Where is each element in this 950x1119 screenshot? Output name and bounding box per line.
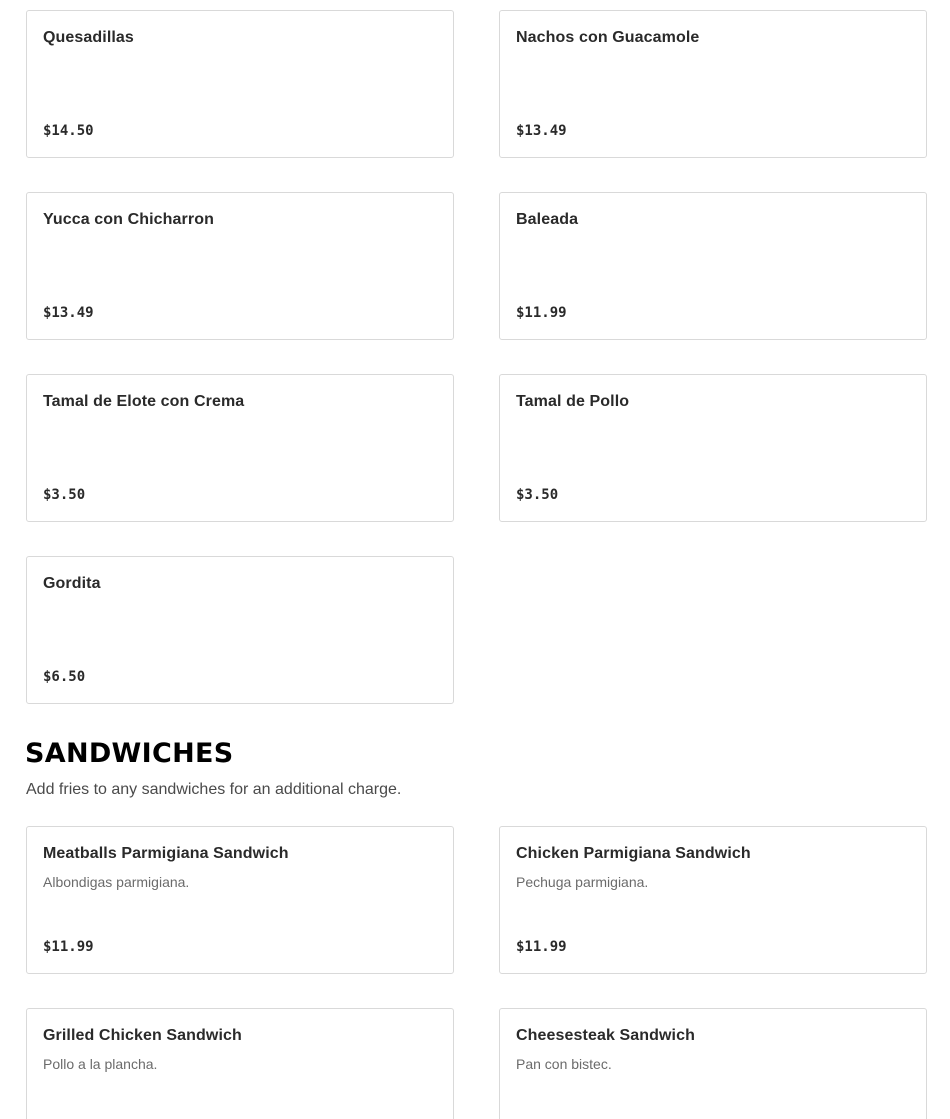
menu-item-name: Tamal de Elote con Crema [43,393,245,410]
menu-item-card-cheesesteak-sandwich[interactable] [499,1008,927,1119]
menu-item-card-gordita[interactable] [26,556,454,704]
menu-item-card-baleada[interactable] [499,192,927,340]
menu-item-price: $3.50 [43,487,86,503]
menu-item-price: $11.99 [43,939,94,955]
menu-item-card-chicken-parmigiana-sandwich[interactable] [499,826,927,974]
menu-item-card-grilled-chicken-sandwich[interactable] [26,1008,454,1119]
menu-item-description: Pechuga parmigiana. [516,874,649,890]
menu-item-description: Pan con bistec. [516,1056,612,1072]
menu-item-price: $14.50 [43,123,94,139]
menu-item-price: $11.99 [516,939,567,955]
menu-item-name: Tamal de Pollo [516,393,630,410]
menu-item-name: Baleada [516,211,579,228]
menu-item-description: Albondigas parmigiana. [43,874,190,890]
menu-item-price: $13.49 [516,123,567,139]
menu-item-name: Gordita [43,575,101,592]
section-description: Add fries to any sandwiches for an additional charge. [26,781,402,798]
section-title-sandwiches: SANDWICHES [25,738,234,769]
menu-item-card-quesadillas[interactable] [26,10,454,158]
menu-item-price: $3.50 [516,487,559,503]
menu-item-name: Chicken Parmigiana Sandwich [516,845,751,862]
menu-item-price: $11.99 [516,305,567,321]
menu-item-price: $6.50 [43,669,86,685]
menu-item-name: Cheesesteak Sandwich [516,1027,695,1044]
menu-item-card-tamal-de-elote-con-crema[interactable] [26,374,454,522]
menu-item-card-tamal-de-pollo[interactable] [499,374,927,522]
menu-item-card-meatballs-parmigiana-sandwich[interactable] [26,826,454,974]
menu-item-name: Yucca con Chicharron [43,211,214,228]
menu-item-name: Meatballs Parmigiana Sandwich [43,845,289,862]
menu-item-price: $13.49 [43,305,94,321]
menu-item-name: Grilled Chicken Sandwich [43,1027,242,1044]
menu-item-description: Pollo a la plancha. [43,1056,158,1072]
menu-item-name: Nachos con Guacamole [516,29,700,46]
menu-item-card-nachos-con-guacamole[interactable] [499,10,927,158]
menu-item-card-yucca-con-chicharron[interactable] [26,192,454,340]
menu-item-name: Quesadillas [43,29,134,46]
